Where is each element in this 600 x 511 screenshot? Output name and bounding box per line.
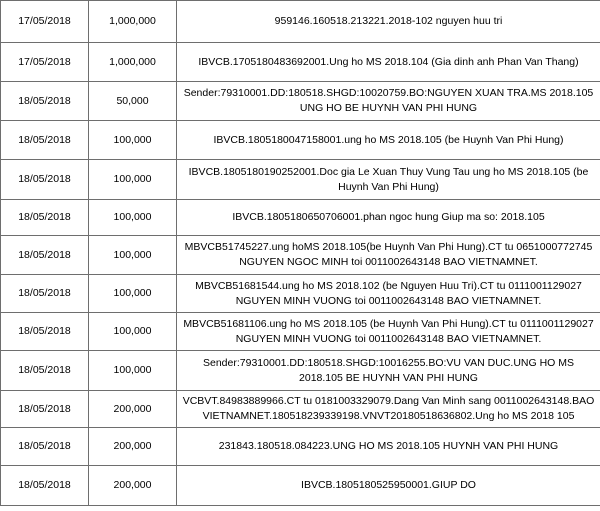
description-cell: Sender:79310001.DD:180518.SHGD:10020759.BO:NGUYEN XUAN TRA.MS 2018.105 UNG HO BE HUYNH VAN PHI HUNG bbox=[177, 82, 600, 121]
description-cell: MBVCB51681106.ung ho MS 2018.105 (be Huynh Van Phi Hung).CT tu 0111001129027 NGUYEN MINH VUONG toi 0011002643148 BAO VIETNAMNET. bbox=[177, 313, 600, 351]
table-body bbox=[1, 1, 600, 506]
date-cell: 18/05/2018 bbox=[1, 82, 89, 121]
description-cell: IBVCB.1705180483692001.Ung ho MS 2018.104 (Gia dinh anh Phan Van Thang) bbox=[177, 43, 600, 82]
date-cell: 18/05/2018 bbox=[1, 428, 89, 466]
description-cell: IBVCB.1805180525950001.GIUP DO bbox=[177, 466, 600, 506]
date-cell: 18/05/2018 bbox=[1, 121, 89, 160]
description-cell: MBVCB51745227.ung hoMS 2018.105(be Huynh Van Phi Hung).CT tu 0651000772745 NGUYEN NGOC MINH toi 0011002643148 BAO VIETNAMNET. bbox=[177, 236, 600, 275]
date-cell: 17/05/2018 bbox=[1, 43, 89, 82]
description-cell: Sender:79310001.DD:180518.SHGD:10016255.BO:VU VAN DUC.UNG HO MS 2018.105 BE HUYNH VAN PHI HUNG bbox=[177, 351, 600, 391]
description-cell: MBVCB51681544.ung ho MS 2018.102 (be Nguyen Huu Tri).CT tu 0111001129027 NGUYEN MINH VUONG toi 0011002643148 BAO VIETNAMNET. bbox=[177, 275, 600, 313]
amount-cell: 100,000 bbox=[89, 200, 177, 236]
table-row bbox=[1, 82, 600, 121]
amount-cell: 100,000 bbox=[89, 121, 177, 160]
amount-cell: 100,000 bbox=[89, 313, 177, 351]
table-row bbox=[1, 160, 600, 200]
description-cell: IBVCB.1805180650706001.phan ngoc hung Giup ma so: 2018.105 bbox=[177, 200, 600, 236]
table-row bbox=[1, 200, 600, 236]
amount-cell: 100,000 bbox=[89, 275, 177, 313]
description-cell: IBVCB.1805180047158001.ung ho MS 2018.105 (be Huynh Van Phi Hung) bbox=[177, 121, 600, 160]
table-row bbox=[1, 121, 600, 160]
table-row bbox=[1, 236, 600, 275]
description-cell: 959146.160518.213221.2018-102 nguyen huu tri bbox=[177, 1, 600, 43]
amount-cell: 100,000 bbox=[89, 351, 177, 391]
date-cell: 18/05/2018 bbox=[1, 313, 89, 351]
amount-cell: 200,000 bbox=[89, 466, 177, 506]
table-row bbox=[1, 1, 600, 43]
description-cell: 231843.180518.084223.UNG HO MS 2018.105 HUYNH VAN PHI HUNG bbox=[177, 428, 600, 466]
amount-cell: 200,000 bbox=[89, 428, 177, 466]
date-cell: 18/05/2018 bbox=[1, 275, 89, 313]
date-cell: 18/05/2018 bbox=[1, 200, 89, 236]
table-row bbox=[1, 466, 600, 506]
amount-cell: 100,000 bbox=[89, 160, 177, 200]
table-row bbox=[1, 313, 600, 351]
amount-cell: 1,000,000 bbox=[89, 1, 177, 43]
date-cell: 17/05/2018 bbox=[1, 1, 89, 43]
description-cell: IBVCB.1805180190252001.Doc gia Le Xuan Thuy Vung Tau ung ho MS 2018.105 (be Huynh Van Phi Hung) bbox=[177, 160, 600, 200]
table-row bbox=[1, 391, 600, 428]
date-cell: 18/05/2018 bbox=[1, 351, 89, 391]
date-cell: 18/05/2018 bbox=[1, 466, 89, 506]
date-cell: 18/05/2018 bbox=[1, 391, 89, 428]
amount-cell: 50,000 bbox=[89, 82, 177, 121]
table-row bbox=[1, 351, 600, 391]
description-cell: VCBVT.84983889966.CT tu 0181003329079.Dang Van Minh sang 0011002643148.BAO VIETNAMNET.180518239339198.VNVT20180518636802.Ung ho MS 2018 105 bbox=[177, 391, 600, 428]
table-row bbox=[1, 428, 600, 466]
table-row bbox=[1, 43, 600, 82]
table-row bbox=[1, 275, 600, 313]
amount-cell: 100,000 bbox=[89, 236, 177, 275]
amount-cell: 1,000,000 bbox=[89, 43, 177, 82]
date-cell: 18/05/2018 bbox=[1, 236, 89, 275]
amount-cell: 200,000 bbox=[89, 391, 177, 428]
date-cell: 18/05/2018 bbox=[1, 160, 89, 200]
